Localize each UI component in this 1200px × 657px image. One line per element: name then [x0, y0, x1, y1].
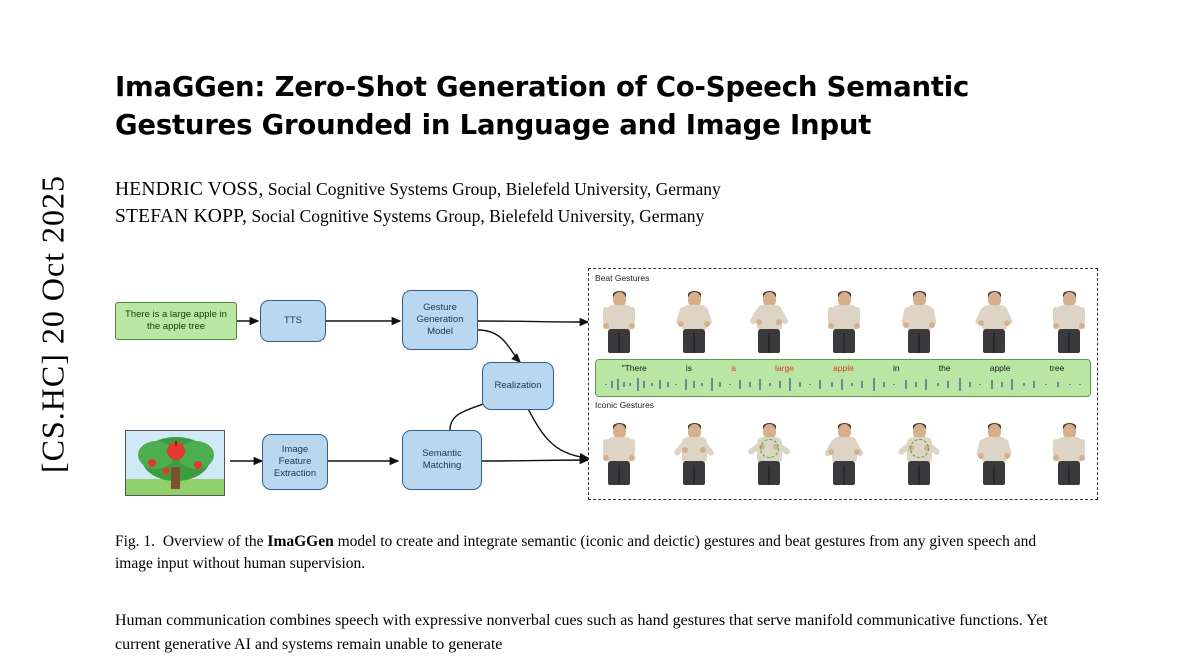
- figure-caption: [115, 531, 1050, 575]
- node-semantic-matching-label: Semantic Matching: [422, 448, 462, 471]
- transcript-word: the: [938, 363, 951, 373]
- node-tts: [260, 300, 326, 342]
- node-realization: [482, 362, 554, 410]
- panel-label-beat: Beat Gestures: [595, 273, 650, 283]
- gesture-highlight-circle: [910, 439, 929, 458]
- transcript-words: [596, 363, 1090, 373]
- transcript-word-highlighted: large: [775, 363, 794, 373]
- body-paragraph: Human communication combines speech with expressive nonverbal cues such as hand gestures that serve manifold communicative functions. Yet current generative AI and systems remain unable to generate: [115, 612, 1048, 653]
- avatar: [822, 290, 866, 353]
- panel-label-iconic: Iconic Gestures: [595, 400, 655, 410]
- transcript-word: is: [685, 363, 693, 373]
- node-gesture-generation-model: [402, 290, 478, 350]
- figure-caption-after: model to create and integrate semantic (iconic and deictic) gestures and beat gestures from any given speech and image input without human supervision.: [115, 533, 1037, 572]
- author-list: [115, 176, 1045, 230]
- node-input-text: [115, 302, 237, 340]
- arxiv-stamp-text: [CS.HC] 20 Oct 2025: [34, 174, 71, 474]
- transcript-word: in: [893, 363, 900, 373]
- transcript-word: "There: [621, 363, 647, 373]
- avatar-highlighted: [897, 422, 941, 485]
- results-panel: [588, 268, 1098, 500]
- node-image-feature-extraction-label: Image Feature Extraction: [273, 444, 317, 479]
- avatar: [1047, 422, 1091, 485]
- iconic-gesture-frames: [597, 415, 1091, 485]
- avatar: [972, 290, 1016, 353]
- figure-caption-bold: ImaGGen: [267, 533, 334, 550]
- transcript-word-highlighted: a: [731, 363, 736, 373]
- node-semantic-matching: [402, 430, 482, 490]
- paper-page: [110, 0, 1120, 653]
- audio-waveform: [600, 376, 1088, 393]
- gesture-highlight-circle: [760, 439, 779, 458]
- figure-caption-before: Overview of the: [162, 533, 268, 550]
- avatar: [672, 422, 716, 485]
- node-tts-label: TTS: [284, 315, 302, 326]
- transcript-word-highlighted: apple: [833, 363, 854, 373]
- arxiv-stamp: [0, 0, 108, 648]
- author-entry: [115, 203, 1045, 230]
- avatar: [822, 422, 866, 485]
- avatar: [972, 422, 1016, 485]
- input-image-apple-tree: [125, 430, 225, 496]
- avatar: [597, 422, 641, 485]
- avatar: [897, 290, 941, 353]
- beat-gesture-frames: [597, 285, 1091, 353]
- avatar: [747, 290, 791, 353]
- author-name: STEFAN KOPP,: [115, 206, 248, 227]
- author-name: HENDRIC VOSS,: [115, 179, 264, 200]
- figure-overview-diagram: [110, 262, 1110, 512]
- node-input-text-label: There is a large apple in the apple tree: [125, 309, 227, 332]
- speech-transcript-bar: [595, 359, 1091, 397]
- avatar: [1047, 290, 1091, 353]
- transcript-word: apple: [989, 363, 1011, 373]
- avatar-highlighted: [747, 422, 791, 485]
- node-gesture-generation-label: Gesture Generation Model: [416, 302, 464, 337]
- avatar: [672, 290, 716, 353]
- author-entry: [115, 176, 1045, 203]
- node-realization-label: Realization: [494, 380, 542, 391]
- avatar: [597, 290, 641, 353]
- author-affiliation: Social Cognitive Systems Group, Bielefeld University, Germany: [251, 206, 705, 226]
- figure-caption-label: Fig. 1.: [115, 533, 156, 550]
- apple-tree-icon: [126, 431, 225, 496]
- transcript-word: tree: [1049, 363, 1065, 373]
- author-affiliation: Social Cognitive Systems Group, Bielefeld University, Germany: [267, 179, 721, 199]
- node-image-feature-extraction: [262, 434, 328, 490]
- page-title: ImaGGen: Zero-Shot Generation of Co-Speech Semantic Gestures Grounded in Language and Image Input: [115, 71, 970, 141]
